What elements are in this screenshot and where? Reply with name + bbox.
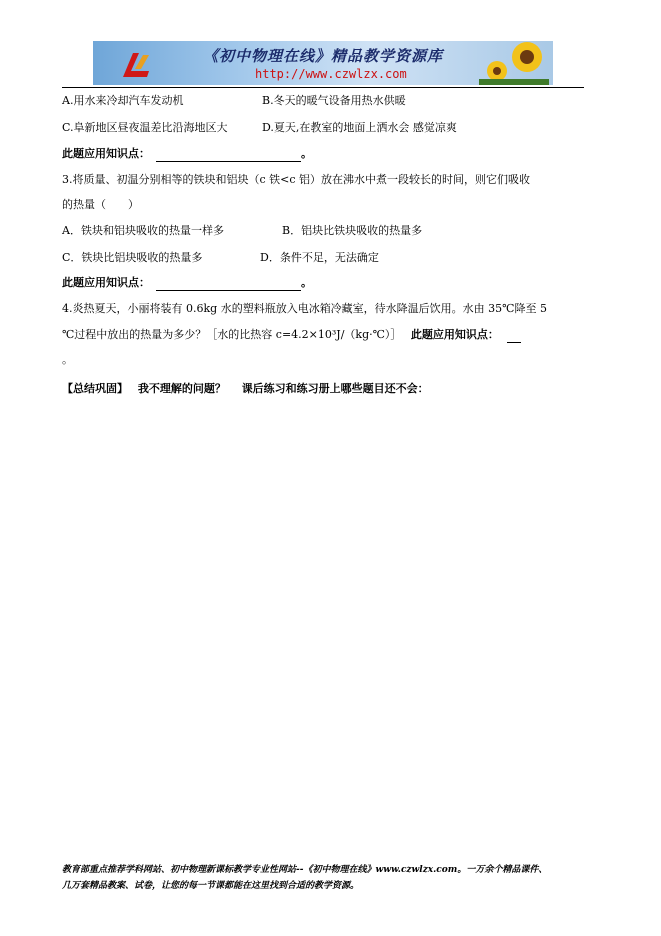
footer-line2: 几万套精品教案、试卷，让您的每一节课都能在这里找到合适的教学资源。 <box>62 881 360 891</box>
q2-knowledge-row <box>62 146 312 162</box>
period: 。 <box>301 147 312 160</box>
q2-options-row2 <box>62 120 457 136</box>
q4-period: 。 <box>62 353 73 366</box>
q2-option-d: D.夏天,在教室的地面上洒水会 感觉凉爽 <box>262 121 457 134</box>
q3-stem-line2: 的热量（ ） <box>62 198 139 211</box>
banner-url: http://www.czwlzx.com <box>255 67 407 81</box>
q2-option-a: A.用水来冷却汽车发动机 <box>62 94 184 107</box>
sunflower-icon <box>479 41 549 85</box>
header-rule <box>62 87 584 88</box>
q3-knowledge-row <box>62 275 312 291</box>
answer-blank[interactable] <box>156 278 301 291</box>
q3-option-a: A．铁块和铝块吸收的热量一样多 <box>62 224 224 237</box>
q3-option-b: B．铝块比铁块吸收的热量多 <box>282 224 423 237</box>
q2-options-row1 <box>62 93 406 109</box>
summary-label: 【总结巩固】 <box>62 382 128 395</box>
q3-options-row1 <box>62 223 423 239</box>
q3-option-c: C．铁块比铝块吸收的热量多 <box>62 251 203 264</box>
summary-q1: 我不理解的问题？ <box>137 382 226 395</box>
q4-stem-text: ℃过程中放出的热量为多少？［水的比热容 c=4.2×10³J/（kg·℃）］ <box>62 328 402 341</box>
header-banner <box>93 41 553 85</box>
logo-icon <box>119 47 153 81</box>
q4-stem-line2 <box>62 327 521 343</box>
q2-option-c: C.阜新地区昼夜温差比沿海地区大 <box>62 121 228 134</box>
banner-title: 《初中物理在线》精品教学资源库 <box>203 47 444 65</box>
knowledge-label: 此题应用知识点： <box>62 147 150 160</box>
summary-row <box>62 381 429 397</box>
q3-option-d: D．条件不足，无法确定 <box>260 251 379 264</box>
answer-blank[interactable] <box>507 332 521 343</box>
answer-blank[interactable] <box>156 149 301 162</box>
footer <box>62 862 602 894</box>
q2-option-b: B.冬天的暖气设备用热水供暖 <box>262 94 406 107</box>
q3-options-row2 <box>62 250 379 266</box>
q4-stem-line1: 4.炎热夏天，小丽将装有 0.6kg 水的塑料瓶放入电冰箱冷藏室，待水降温后饮用。水由 35℃降至 5 <box>62 302 547 315</box>
period: 。 <box>301 276 312 289</box>
summary-q2: 课后练习和练习册上哪些题目还不会： <box>241 382 429 395</box>
knowledge-label: 此题应用知识点： <box>410 328 499 341</box>
footer-line1: 教育部重点推荐学科网站、初中物理新课标教学专业性网站--《初中物理在线》www.czwlzx.com。一万余个精品课件、 <box>62 865 548 875</box>
q3-stem-line1: 3.将质量、初温分别相等的铁块和铝块（c 铁<c 铝）放在沸水中煮一段较长的时间，则它们吸收 <box>62 173 531 186</box>
knowledge-label: 此题应用知识点： <box>62 276 150 289</box>
